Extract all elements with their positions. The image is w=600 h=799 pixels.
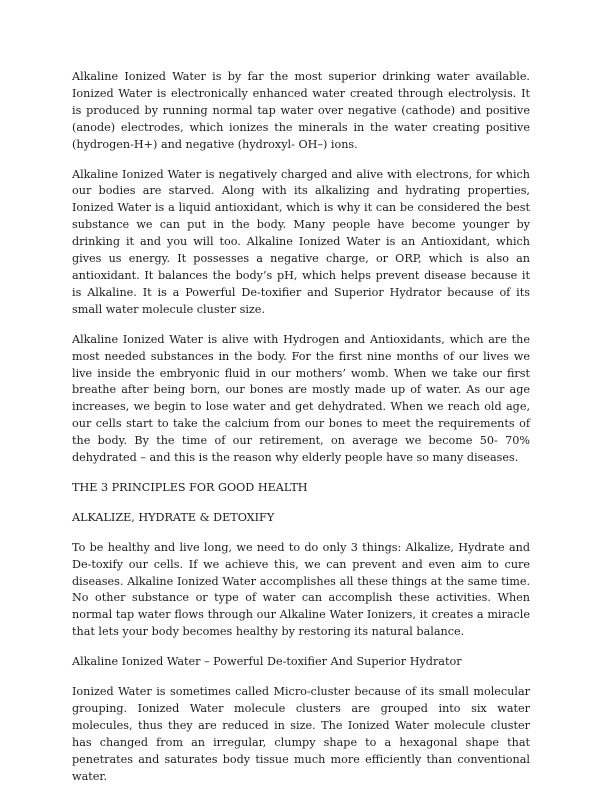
- paragraph-negatively-charged: Alkaline Ionized Water is negatively charged and alive with electrons, for which our bodies are starved. Along with its alkalizing and hydrating properties, Ionized Water is a liquid antioxidant, which is why it can be considered the best substance we can put in the body. Many people have become younger by drinking it and you will too. Alkaline Ionized Water is an Antioxidant, which gives us energy. It possesses a negative charge, or ORP, which is also an antioxidant. It balances the body’s pH, which helps prevent disease because it is Alkaline. It is a Powerful De-toxifier and Superior Hydrator because of its small water molecule cluster size.: [72, 167, 530, 316]
- paragraph-hydrogen-antioxidants: Alkaline Ionized Water is alive with Hydrogen and Antioxidants, which are the most needed substances in the body. For the first nine months of our lives we live inside the embryonic fluid in our mothers’ womb. When we take our first breathe after being born, our bones are mostly made up of water. As our age increases, we begin to lose water and get dehydrated. When we reach old age, our cells start to take the calcium from our bones to meet the requirements of the body. By the time of our retirement, on average we become 50- 70% dehydrated – and this is the reason why elderly people have so many diseases.: [72, 332, 530, 465]
- heading-three-principles: THE 3 PRINCIPLES FOR GOOD HEALTH: [72, 480, 308, 494]
- paragraph-micro-cluster: Ionized Water is sometimes called Micro-cluster because of its small molecular grouping. Ionized Water molecule clusters are grouped into six water molecules, thus they are reduced in size. The Ionized Water molecule cluster has changed from an irregular, clumpy shape to a hexagonal shape that penetrates and saturates body tissue much more efficiently than conventional water.: [72, 685, 530, 783]
- heading-detoxifier-hydrator: Alkaline Ionized Water – Powerful De-toxifier And Superior Hydrator: [72, 655, 462, 669]
- heading-alkalize-hydrate-detoxify: ALKALIZE, HYDRATE & DETOXIFY: [72, 510, 275, 524]
- paragraph-ionized-water-intro: Alkaline Ionized Water is by far the most superior drinking water available. Ionized Water is electronically enhanced water created through electrolysis. It is produced by running normal tap water over negative (cathode) and positive (anode) electrodes, which ionizes the minerals in the water creating positive (hydrogen-H+) and negative (hydroxyl- OH–) ions.: [72, 70, 530, 151]
- document-body: [72, 69, 530, 799]
- paragraph-healthy-live-long: To be healthy and live long, we need to do only 3 things: Alkalize, Hydrate and De-toxify our cells. If we achieve this, we can prevent and even aim to cure diseases. Alkaline Ionized Water accomplishes all these things at the same time. No other substance or type of water can accomplish these activities. When normal tap water flows through our Alkaline Water Ionizers, it creates a miracle that lets your body becomes healthy by restoring its natural balance.: [72, 540, 530, 639]
